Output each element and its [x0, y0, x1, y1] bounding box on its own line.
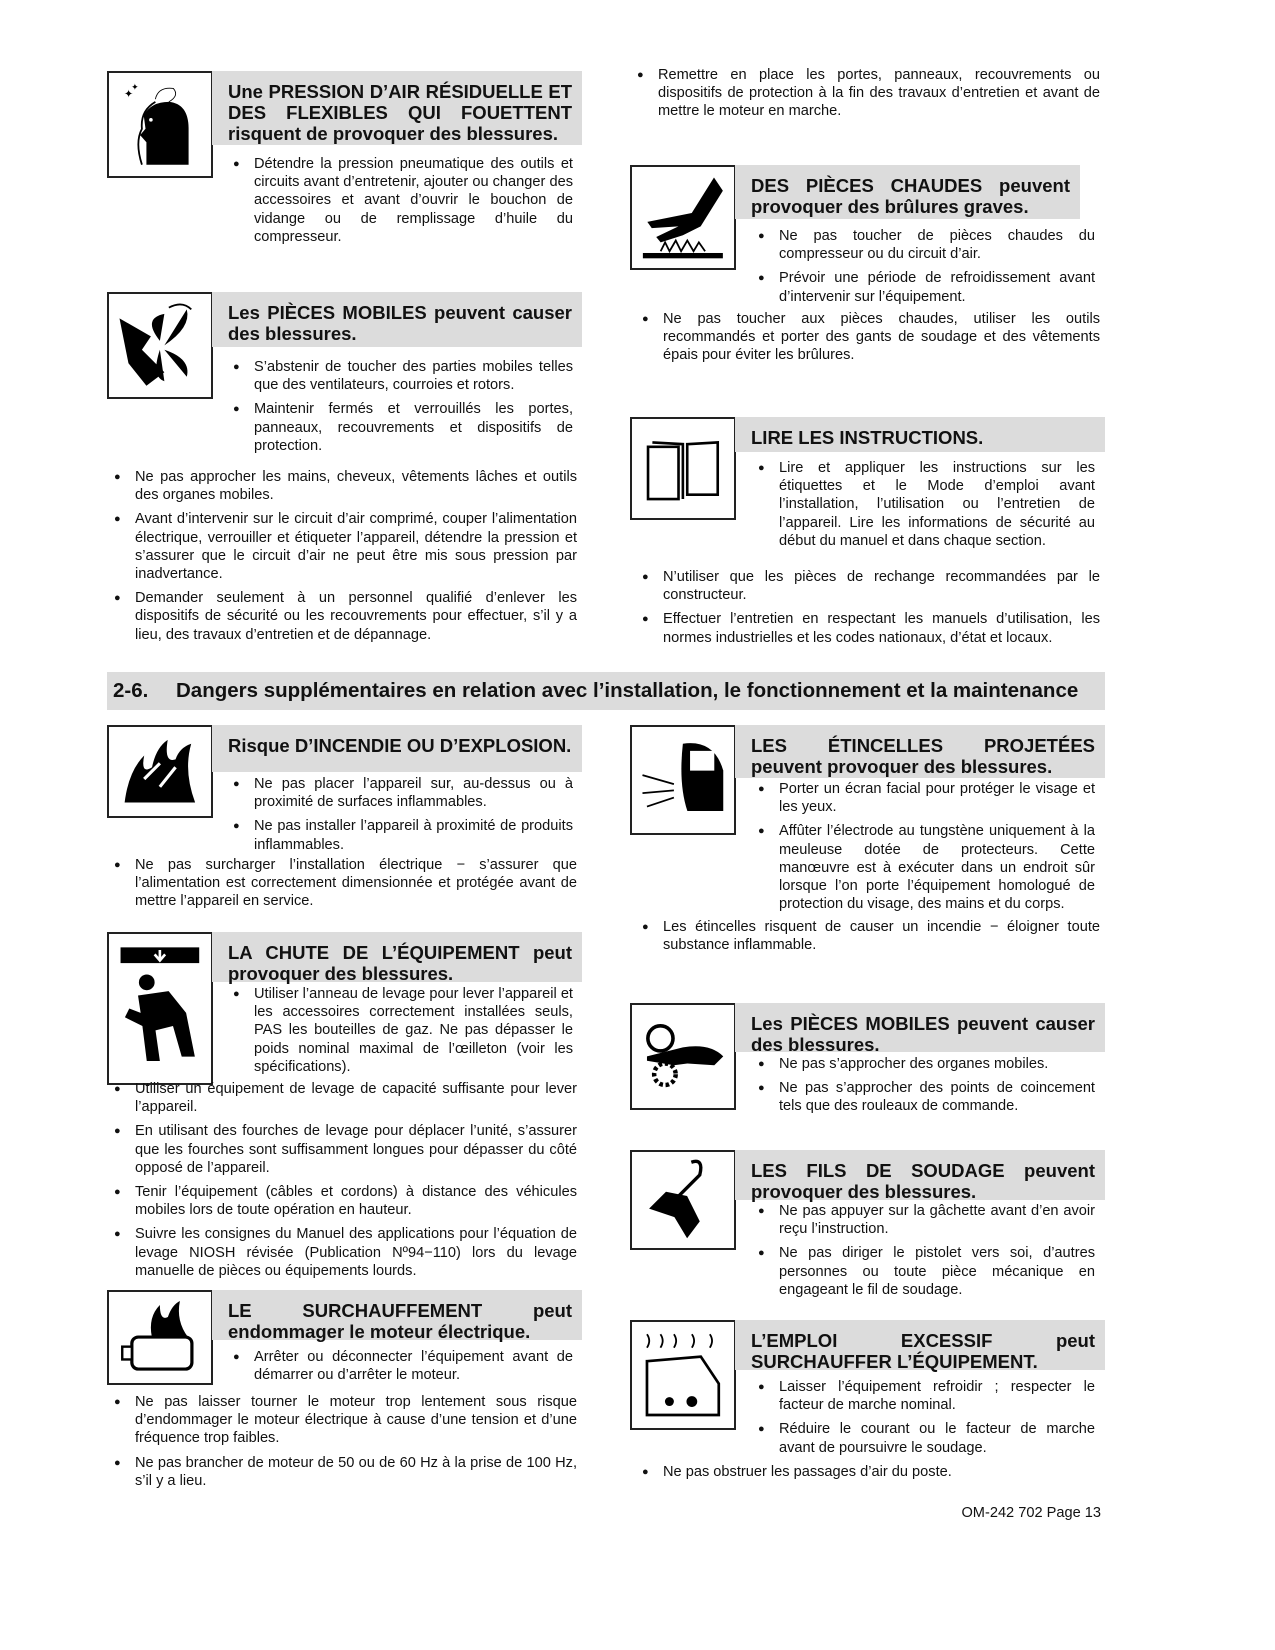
bullet-dot-icon: ● — [114, 1228, 121, 1241]
bullet-text: Les étincelles risquent de causer un incendie − éloigner toute substance inflammable. — [663, 919, 1100, 954]
bullet-text: Ne pas appuyer sur la gâchette avant d’en avoir reçu l’instruction. — [779, 1203, 1095, 1238]
welding-wire-hand-icon — [630, 1150, 736, 1250]
hazard-header-sparks: LES ÉTINCELLES PROJETÉES peuvent provoquer des blessures. — [735, 725, 1105, 778]
bullet-dot-icon: ● — [233, 778, 240, 790]
right-top-bullets — [637, 66, 1100, 127]
outer-bullets-sparks — [642, 918, 1100, 960]
bullet-text: Ne pas s’approcher des organes mobiles. — [779, 1056, 1049, 1072]
hot-hand-icon — [630, 165, 736, 270]
bullet-item — [114, 1122, 577, 1177]
bullet-text: Affûter l’électrode au tungstène uniquement à la meuleuse dotée de protecteurs. Cette manœuvre est à exécuter dans un endroit sûr lorsque l’on porte l’équipement homologué de protection du visage, des mains et du corps. — [779, 823, 1095, 913]
bullet-item — [642, 918, 1100, 954]
bullet-dot-icon: ● — [642, 921, 649, 933]
face-shield-sparks-icon — [630, 725, 736, 835]
bullet-dot-icon: ● — [642, 313, 649, 325]
outer-bullets-motor-overheat — [114, 1393, 577, 1496]
hazard-header-overuse: L’EMPLOI EXCESSIF peut SURCHAUFFER L’ÉQUIPEMENT. — [735, 1320, 1105, 1370]
bullet-item — [758, 1055, 1095, 1073]
bullet-dot-icon: ● — [114, 471, 121, 483]
bullet-item — [758, 1378, 1095, 1414]
bullet-dot-icon: ● — [114, 1125, 121, 1138]
bullet-dot-icon: ● — [233, 988, 240, 1000]
bullet-dot-icon: ● — [637, 69, 644, 81]
bullet-item — [114, 468, 577, 504]
inner-bullets-moving-parts-1 — [233, 358, 573, 461]
hazard-header-welding-wire: LES FILS DE SOUDAGE peuvent provoquer des blessures. — [735, 1150, 1105, 1200]
bullet-item — [233, 775, 573, 811]
bullet-text: Effectuer l’entretien en respectant les manuels d’utilisation, les normes industrielles et les codes nationaux, d’état et locaux. — [663, 611, 1100, 646]
inner-bullets-falling — [233, 985, 573, 1082]
bullet-item — [114, 1454, 577, 1490]
bullet-item — [642, 610, 1100, 646]
bullet-item — [233, 400, 573, 455]
section-header — [107, 672, 1105, 710]
hazard-header-moving-parts-1: Les PIÈCES MOBILES peuvent causer des blessures. — [212, 292, 582, 347]
bullet-item — [233, 1348, 573, 1384]
bullet-text: N’utiliser que les pièces de rechange recommandées par le constructeur. — [663, 569, 1100, 604]
bullet-dot-icon: ● — [233, 820, 240, 833]
hazard-header-moving-parts-2: Les PIÈCES MOBILES peuvent causer des blessures. — [735, 1003, 1105, 1052]
bullet-item — [114, 1183, 577, 1219]
inner-bullets-welding-wire — [758, 1202, 1095, 1305]
bullet-dot-icon: ● — [758, 825, 765, 838]
inner-bullets-air-pressure — [233, 155, 573, 252]
bullet-item — [758, 227, 1095, 263]
bullet-text: Utiliser l’anneau de levage pour lever l’appareil et les accessoires correctement installées seuls, PAS les bouteilles de gaz. Ne pas dépasser le poids nominal maximal de l’œilleton (voir les spécifications). — [254, 986, 573, 1075]
bullet-item — [637, 66, 1100, 121]
bullet-dot-icon: ● — [114, 859, 121, 871]
bullet-text: En utilisant des fourches de levage pour déplacer l’unité, s’assurer que les fourches sont suffisamment longues pour dépasser du côté opposé de l’appareil. — [135, 1123, 577, 1176]
bullet-dot-icon: ● — [114, 592, 121, 605]
bullet-text: Utiliser un équipement de levage de capacité suffisante pour lever l’appareil. — [135, 1081, 577, 1116]
inner-bullets-overuse — [758, 1378, 1095, 1463]
page-footer: OM-242 702 Page 13 — [961, 1505, 1101, 1521]
hazard-header-fire: Risque D’INCENDIE OU D’EXPLOSION. — [212, 725, 582, 772]
hazard-header-hot-parts: DES PIÈCES CHAUDES peuvent provoquer des brûlures graves. — [735, 165, 1080, 219]
bullet-dot-icon: ● — [233, 158, 240, 170]
bullet-dot-icon: ● — [758, 230, 765, 242]
bullet-item — [114, 589, 577, 644]
bullet-text: Demander seulement à un personnel qualifié d’enlever les dispositifs de sécurité ou les recouvrements pour effectuer, s’il y a lieu, des travaux d’entretien et de dépannage. — [135, 590, 577, 643]
fire-icon — [107, 725, 213, 818]
bullet-dot-icon: ● — [758, 1058, 765, 1070]
bullet-text: Ne pas approcher les mains, cheveux, vêtements lâches et outils des organes mobiles. — [135, 469, 577, 504]
bullet-text: Ne pas installer l’appareil à proximité de produits inflammables. — [254, 818, 573, 853]
bullet-text: Détendre la pression pneumatique des outils et circuits avant d’entretenir, ajouter ou changer des accessoires et avant d’ouvrir le bouchon de vidange ou de remplissage d’huile du compresseur. — [254, 156, 573, 245]
section-number: 2-6. — [113, 679, 149, 702]
bullet-text: Lire et appliquer les instructions sur les étiquettes et le Mode d’emploi avant l’installation, l’utilisation ou l’entretien de l’appareil. Lire les informations de sécurité au début du manuel et dans chaque section. — [779, 460, 1095, 549]
bullet-text: Tenir l’équipement (câbles et cordons) à distance des véhicules mobiles lors de toute opération en hauteur. — [135, 1184, 577, 1219]
bullet-item — [114, 510, 577, 583]
bullet-text: Prévoir une période de refroidissement avant d’intervenir sur l’équipement. — [779, 270, 1095, 305]
outer-bullets-read-instructions — [642, 568, 1100, 653]
bullet-text: Ne pas diriger le pistolet vers soi, d’autres personnes ou toute pièce mécanique en engageant le fil de soudage. — [779, 1245, 1095, 1298]
bullet-item — [114, 1393, 577, 1448]
bullet-dot-icon: ● — [642, 571, 649, 583]
bullet-text: Ne pas toucher aux pièces chaudes, utiliser les outils recommandés et porter des gants de soudage et des vêtements épais pour éviter les brûlures. — [663, 311, 1100, 364]
inner-bullets-hot-parts — [758, 227, 1095, 312]
motor-fire-icon — [107, 1290, 213, 1385]
bullet-dot-icon: ● — [114, 513, 121, 526]
svg-text:✦: ✦ — [131, 82, 139, 93]
outer-bullets-hot-parts — [642, 310, 1100, 371]
bullet-item — [642, 1463, 1100, 1481]
bullet-item — [233, 985, 573, 1076]
falling-equipment-icon — [107, 932, 213, 1085]
section-title: Dangers supplémentaires en relation avec l’installation, le fonctionnement et la maintenance — [176, 679, 1079, 702]
bullet-item — [233, 817, 573, 853]
inner-bullets-sparks — [758, 780, 1095, 919]
bullet-dot-icon: ● — [758, 1082, 765, 1095]
bullet-item — [758, 780, 1095, 816]
air-pressure-head-icon — [107, 71, 213, 178]
bullet-item — [758, 1202, 1095, 1238]
bullet-item — [114, 1080, 577, 1116]
bullet-text: Porter un écran facial pour protéger le visage et les yeux. — [779, 781, 1095, 816]
bullet-text: Ne pas laisser tourner le moteur trop lentement sous risque d’endommager le moteur électrique à cause d’une tension et d’une fréquence trop faibles. — [135, 1394, 577, 1447]
bullet-text: Laisser l’équipement refroidir ; respecter le facteur de marche nominal. — [779, 1379, 1095, 1414]
bullet-text: Ne pas brancher de moteur de 50 ou de 60 Hz à la prise de 100 Hz, s’il y a lieu. — [135, 1454, 577, 1489]
outer-bullets-overuse — [642, 1463, 1100, 1487]
bullet-dot-icon: ● — [114, 1186, 121, 1199]
bullet-item — [758, 269, 1095, 305]
bullet-text: Suivre les consignes du Manuel des applications pour l’équation de levage NIOSH révisée (Publication Nº94−110) lors du levage manuelle de pièces ou équipements lourds. — [135, 1226, 577, 1279]
bullet-text: S’abstenir de toucher des parties mobiles telles que des ventilateurs, courroies et rotors. — [254, 359, 573, 394]
bullet-item — [758, 822, 1095, 913]
bullet-text: Maintenir fermés et verrouillés les portes, panneaux, recouvrements et dispositifs de protection. — [254, 401, 573, 454]
svg-text:✦: ✦ — [124, 88, 134, 101]
bullet-item — [114, 1225, 577, 1280]
hazard-header-falling: LA CHUTE DE L’ÉQUIPEMENT peut provoquer des blessures. — [212, 932, 582, 982]
bullet-dot-icon: ● — [114, 1396, 121, 1408]
bullet-dot-icon: ● — [233, 403, 240, 416]
inner-bullets-fire — [233, 775, 573, 860]
outer-bullets-falling — [114, 1080, 577, 1286]
bullet-item — [642, 310, 1100, 365]
bullet-item — [758, 1420, 1095, 1456]
bullet-text: Ne pas obstruer les passages d’air du poste. — [663, 1464, 952, 1480]
bullet-item — [233, 358, 573, 394]
fan-hand-icon — [107, 292, 213, 399]
overheating-equipment-icon — [630, 1320, 736, 1430]
bullet-item — [233, 155, 573, 246]
bullet-text: Arrêter ou déconnecter l’équipement avant de démarrer ou d’arrêter le moteur. — [254, 1349, 573, 1384]
inner-bullets-motor-overheat — [233, 1348, 573, 1390]
bullet-dot-icon: ● — [642, 1466, 649, 1478]
outer-bullets-moving-parts-1 — [114, 468, 577, 650]
bullet-dot-icon: ● — [758, 462, 765, 474]
bullet-text: Réduire le courant ou le facteur de marche avant de poursuivre le soudage. — [779, 1421, 1095, 1456]
bullet-text: Ne pas toucher de pièces chaudes du compresseur ou du circuit d’air. — [779, 228, 1095, 263]
bullet-dot-icon: ● — [758, 1381, 765, 1393]
bullet-item — [758, 1079, 1095, 1115]
bullet-dot-icon: ● — [233, 361, 240, 373]
bullet-item — [758, 459, 1095, 550]
bullet-dot-icon: ● — [758, 783, 765, 795]
bullet-dot-icon: ● — [114, 1083, 121, 1095]
bullet-dot-icon: ● — [114, 1456, 121, 1469]
hazard-header-read-instructions: LIRE LES INSTRUCTIONS. — [735, 417, 1105, 452]
bullet-item — [758, 1244, 1095, 1299]
bullet-dot-icon: ● — [642, 613, 649, 626]
inner-bullets-read-instructions — [758, 459, 1095, 556]
bullet-dot-icon: ● — [758, 1247, 765, 1260]
hazard-header-motor-overheat: LE SURCHAUFFEMENT peut endommager le moteur électrique. — [212, 1290, 582, 1340]
bullet-text: Ne pas s’approcher des points de coincement tels que des rouleaux de commande. — [779, 1080, 1095, 1115]
bullet-text: Remettre en place les portes, panneaux, recouvrements ou dispositifs de protection à la fin des travaux d’entretien et avant de mettre le moteur en marche. — [658, 67, 1100, 120]
manual-book-icon — [630, 417, 736, 520]
bullet-dot-icon: ● — [758, 1423, 765, 1436]
bullet-item — [114, 856, 577, 911]
bullet-dot-icon: ● — [758, 272, 765, 285]
bullet-dot-icon: ● — [758, 1205, 765, 1217]
inner-bullets-moving-parts-2 — [758, 1055, 1095, 1122]
bullet-text: Avant d’intervenir sur le circuit d’air comprimé, couper l’alimentation électrique, verrouiller et étiqueter l’appareil, détendre la pression et s’assurer que le circuit d’air ne peut être mis sous pression par inadvertance. — [135, 511, 577, 583]
outer-bullets-fire — [114, 856, 577, 917]
bullet-text: Ne pas surcharger l’installation électrique − s’assurer que l’alimentation est correctement dimensionnée et protégée avant de mettre l’appareil en service. — [135, 857, 577, 910]
bullet-item — [642, 568, 1100, 604]
gear-hand-icon — [630, 1003, 736, 1110]
bullet-text: Ne pas placer l’appareil sur, au-dessus ou à proximité de surfaces inflammables. — [254, 776, 573, 811]
bullet-dot-icon: ● — [233, 1351, 240, 1363]
hazard-header-air-pressure: Une PRESSION D’AIR RÉSIDUELLE ET DES FLEXIBLES QUI FOUETTENT risquent de provoquer des blessures. — [212, 71, 582, 145]
